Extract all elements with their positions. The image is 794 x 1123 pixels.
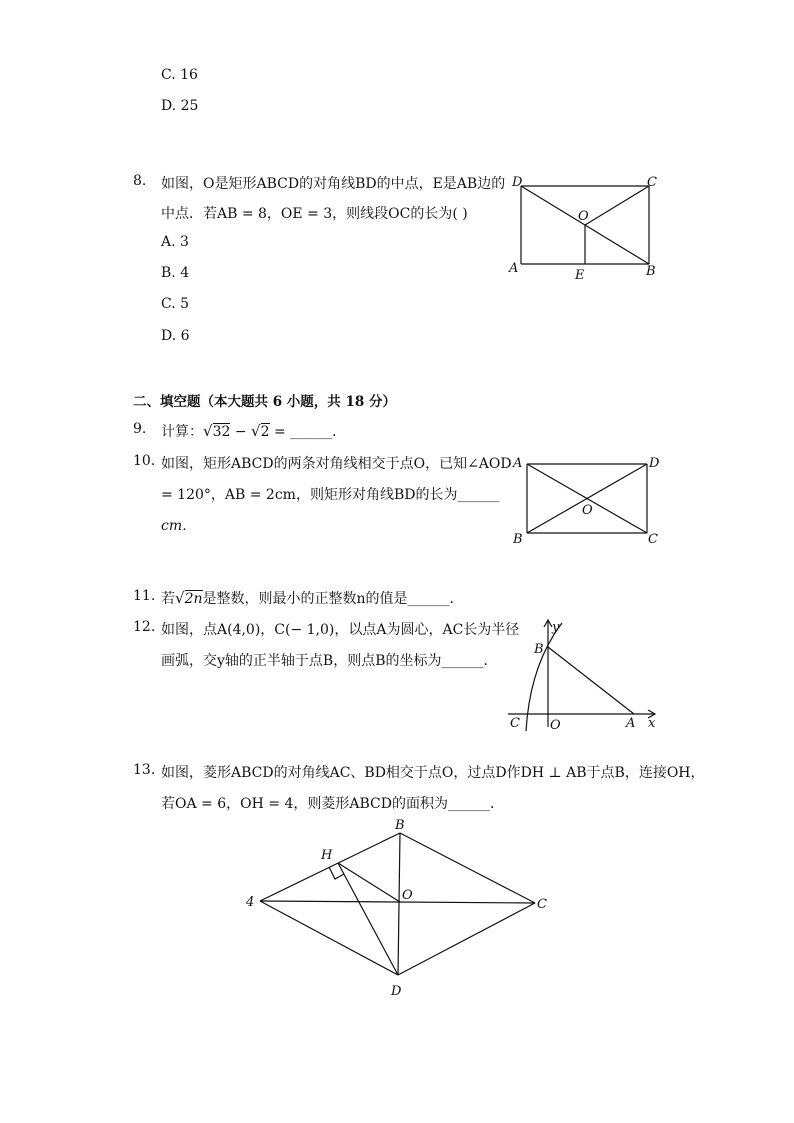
q12-label-a: A [626,716,636,731]
q8-label-d: D [512,175,523,190]
q13-text-line2: 若OA = 6，OH = 4，则菱形ABCD的面积为______． [161,796,504,812]
q9-suffix: = ______． [269,424,347,440]
q11-radicand: 2n [184,591,203,607]
q9-radicand-a: 32 [212,424,231,440]
q10-label-b: B [513,532,523,547]
q13-side-bc [400,833,535,903]
q11-number: 11. [133,588,156,604]
q13-label-a: 4 [246,895,255,910]
q7-option-c: C. 16 [161,67,198,83]
q12-figure [500,615,670,740]
q12-segment-ab [548,647,634,714]
q10-label-o: O [582,503,593,518]
q12-label-b: B [534,642,544,657]
q12-text-line2: 画弧，交y轴的正半轴于点B，则点B的坐标为______． [161,653,498,669]
q13-label-h: H [321,848,333,863]
q8-segment-oc [585,186,649,225]
q13-side-da [260,901,398,975]
q13-number: 13. [133,762,156,778]
q7-option-d: D. 25 [161,98,199,114]
q13-diagonal-bd [398,833,400,975]
q10-text-line3: cm． [161,518,197,534]
q11-prefix: 若 [161,591,175,607]
section-heading: 二、填空题（本大题共 6 小题，共 18 分） [133,394,396,410]
q8-text-line1: 如图，O是矩形ABCD的对角线BD的中点，E是AB边的 [161,176,506,192]
q13-label-b: B [395,818,405,833]
q12-label-c: C [510,716,520,731]
q8-option-b: B. 4 [161,265,190,281]
q10-label-d: D [649,456,660,471]
q13-segment-dh [338,863,398,975]
sqrt-sign: √ [251,422,261,440]
q9-prefix: 计算： [161,424,203,440]
q10-text-line2: = 120°，AB = 2cm，则矩形对角线BD的长为______ [161,487,500,503]
q9-number: 9. [133,421,147,437]
sqrt-sign: √ [203,422,213,440]
q13-segment-oh [338,863,400,902]
sqrt-sign: √ [175,589,185,607]
q8-number: 8. [133,173,147,189]
q10-figure [505,452,665,547]
q9-minus: − [230,424,252,440]
q8-label-e: E [575,268,585,283]
q12-label-x: x [648,716,656,731]
q8-option-c: C. 5 [161,296,190,312]
q12-number: 12. [133,619,156,635]
q13-diagonal-ac [260,901,535,903]
q8-option-a: A. 3 [161,234,189,250]
q13-label-d: D [391,984,402,999]
q10-label-c: C [648,532,658,547]
q8-option-d: D. 6 [161,328,190,344]
q8-label-o: O [578,209,589,224]
q8-label-a: A [509,261,519,276]
q9-radicand-b: 2 [260,424,270,440]
q13-figure [240,815,560,1005]
q9-text [161,421,346,441]
q12-text-line1: 如图，点A(4,0)，C(− 1,0)，以点A为圆心，AC长为半径 [161,622,520,638]
q13-label-o: O [402,888,413,903]
q13-side-ab [260,833,400,901]
q13-label-c: C [537,897,547,912]
q11-suffix: 是整数，则最小的正整数n的值是______． [202,591,464,607]
q13-text-line1: 如图，菱形ABCD的对角线AC、BD相交于点O，过点D作DH ⊥ AB于点B，连接OH， [161,765,705,781]
q11-text [161,588,464,608]
q12-arc [526,623,562,731]
q8-figure [500,170,670,285]
q8-label-c: C [647,175,657,190]
q8-text-line2: 中点．若AB = 8，OE = 3，则线段OC的长为( ) [161,206,468,222]
q10-number: 10. [133,453,156,469]
q8-label-b: B [646,264,656,279]
q13-side-cd [398,903,535,975]
q12-label-y: y [552,620,560,635]
q12-label-o: O [550,718,561,733]
q10-label-a: A [513,456,523,471]
q10-text-line1: 如图，矩形ABCD的两条对角线相交于点O，已知∠AOD [161,456,512,472]
